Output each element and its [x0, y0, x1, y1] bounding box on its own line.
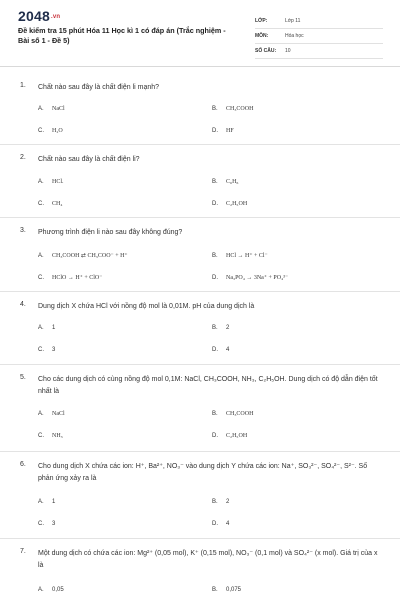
- option-d[interactable]: [212, 274, 288, 281]
- option-text: HClO → H⁺ + ClO⁻: [52, 275, 103, 281]
- option-d[interactable]: [212, 347, 229, 353]
- option-letter: A.: [38, 325, 44, 331]
- option-d[interactable]: [212, 128, 234, 134]
- page-title: Đề kiểm tra 15 phút Hóa 11 Học kì 1 có đáp án (Trắc nghiệm - Bài số 1 - Đề 5): [18, 26, 226, 45]
- meta-key: LỚP:: [255, 18, 268, 24]
- option-text: 3: [52, 347, 56, 353]
- option-letter: D.: [212, 347, 218, 353]
- logo-text: 2048: [18, 8, 50, 24]
- question-text: Dung dịch X chứa HCl với nồng độ mol là 0,01M. pH của dung dịch là: [38, 303, 255, 310]
- option-text: CH₃COOH: [226, 106, 254, 112]
- option-letter: A.: [38, 411, 44, 417]
- option-c[interactable]: [38, 201, 62, 207]
- option-a[interactable]: [38, 106, 65, 112]
- option-text: Na₃PO₄ → 3Na⁺ + PO₄³⁻: [226, 275, 289, 281]
- option-b[interactable]: [212, 499, 229, 505]
- option-text: 2: [226, 325, 230, 331]
- option-letter: B.: [212, 106, 218, 112]
- option-c[interactable]: [38, 347, 55, 353]
- meta-value: Hóa học: [285, 33, 304, 39]
- option-letter: C.: [38, 347, 44, 353]
- option-a[interactable]: [38, 252, 128, 259]
- option-text: 4: [226, 521, 230, 527]
- option-text: HCl → H⁺ + Cl⁻: [226, 253, 268, 259]
- option-b[interactable]: [212, 179, 239, 185]
- option-d[interactable]: [212, 521, 229, 527]
- option-letter: D.: [212, 521, 218, 527]
- option-b[interactable]: [212, 252, 268, 259]
- question-divider: [0, 451, 400, 452]
- option-text: 0,075: [226, 587, 242, 593]
- option-b[interactable]: [212, 325, 229, 331]
- option-letter: A.: [38, 179, 44, 185]
- page-header: [0, 0, 400, 64]
- meta-info: [255, 14, 383, 59]
- logo-suffix: .vn: [50, 14, 61, 21]
- option-text: CH₄: [52, 201, 63, 207]
- option-text: 3: [52, 521, 56, 527]
- option-letter: A.: [38, 587, 44, 593]
- option-d[interactable]: [212, 433, 247, 439]
- option-letter: B.: [212, 253, 218, 259]
- option-text: CH₃COOH ⇄ CH₃COO⁻ + H⁺: [52, 253, 128, 259]
- option-text: C₂H₅OH: [226, 201, 248, 207]
- option-text: 0,05: [52, 587, 64, 593]
- option-letter: D.: [212, 433, 218, 439]
- option-b[interactable]: [212, 106, 253, 112]
- question-divider: [0, 364, 400, 365]
- header-divider: [0, 66, 400, 67]
- option-letter: C.: [38, 275, 44, 281]
- option-c[interactable]: [38, 433, 63, 439]
- meta-row-count: [255, 44, 383, 59]
- option-c[interactable]: [38, 274, 102, 281]
- meta-row-class: [255, 14, 383, 29]
- option-letter: C.: [38, 433, 44, 439]
- option-letter: A.: [38, 253, 44, 259]
- option-letter: B.: [212, 587, 218, 593]
- question-number: 4.: [20, 301, 26, 308]
- question-number: 3.: [20, 227, 26, 234]
- option-text: C₆H₆: [226, 179, 239, 185]
- option-text: CH₃COOH: [226, 411, 254, 417]
- option-text: NH₃: [52, 433, 63, 439]
- option-letter: C.: [38, 128, 44, 134]
- option-text: 1: [52, 325, 56, 331]
- question-number: 2.: [20, 154, 26, 161]
- option-text: NaCl: [52, 106, 65, 112]
- question-divider: [0, 538, 400, 539]
- option-letter: D.: [212, 275, 218, 281]
- option-letter: B.: [212, 179, 218, 185]
- option-a[interactable]: [38, 499, 55, 505]
- option-letter: D.: [212, 128, 218, 134]
- question-number: 5.: [20, 374, 26, 381]
- option-text: 4: [226, 347, 230, 353]
- site-logo[interactable]: [18, 8, 60, 24]
- meta-value: Lớp 11: [285, 18, 301, 24]
- option-letter: B.: [212, 499, 218, 505]
- option-text: H₂O: [52, 128, 63, 134]
- meta-value: 10: [285, 48, 291, 54]
- meta-row-subject: [255, 29, 383, 44]
- question-divider: [0, 291, 400, 292]
- option-b[interactable]: [212, 587, 241, 593]
- option-letter: C.: [38, 201, 44, 207]
- option-a[interactable]: [38, 411, 65, 417]
- question-number: 7.: [20, 548, 26, 555]
- question-text: Một dung dịch có chứa các ion: Mg²⁺ (0,05 mol), K⁺ (0,15 mol), NO₃⁻ (0,1 mol) và SO₄²⁻ (x mol). Giá trị của x là: [38, 550, 378, 569]
- meta-key: SỐ CÂU:: [255, 48, 277, 54]
- option-c[interactable]: [38, 128, 63, 134]
- option-text: HF: [226, 128, 234, 134]
- option-c[interactable]: [38, 521, 55, 527]
- option-a[interactable]: [38, 587, 64, 593]
- option-text: 2: [226, 499, 230, 505]
- question-divider: [0, 144, 400, 145]
- option-letter: B.: [212, 325, 218, 331]
- option-letter: A.: [38, 499, 44, 505]
- question-text: Chất nào sau đây là chất điện li?: [38, 156, 140, 163]
- option-text: NaCl: [52, 411, 65, 417]
- option-d[interactable]: [212, 201, 247, 207]
- question-number: 1.: [20, 82, 26, 89]
- option-letter: A.: [38, 106, 44, 112]
- question-number: 6.: [20, 461, 26, 468]
- option-text: HCl.: [52, 179, 64, 185]
- option-text: 1: [52, 499, 56, 505]
- option-letter: C.: [38, 521, 44, 527]
- question-text: Cho dung dịch X chứa các ion: H⁺, Ba²⁺, NO₃⁻ vào dung dịch Y chứa các ion: Na⁺, SO₃²⁻, SO₄²⁻, S²⁻. Số phản ứng xảy ra là: [38, 463, 368, 482]
- question-text: Cho các dung dịch có cùng nồng độ mol 0,1M: NaCl, CH₃COOH, NH₃, C₂H₅OH. Dung dịch có độ dẫn điện tốt nhất là: [38, 376, 378, 395]
- option-text: C₂H₅OH: [226, 433, 248, 439]
- option-a[interactable]: [38, 179, 64, 185]
- option-a[interactable]: [38, 325, 55, 331]
- option-b[interactable]: [212, 411, 253, 417]
- question-text: Phương trình điện li nào sau đây không đúng?: [38, 229, 183, 236]
- question-text: Chất nào sau đây là chất điện li mạnh?: [38, 84, 160, 91]
- option-letter: B.: [212, 411, 218, 417]
- question-divider: [0, 217, 400, 218]
- option-letter: D.: [212, 201, 218, 207]
- meta-key: MÔN:: [255, 33, 269, 39]
